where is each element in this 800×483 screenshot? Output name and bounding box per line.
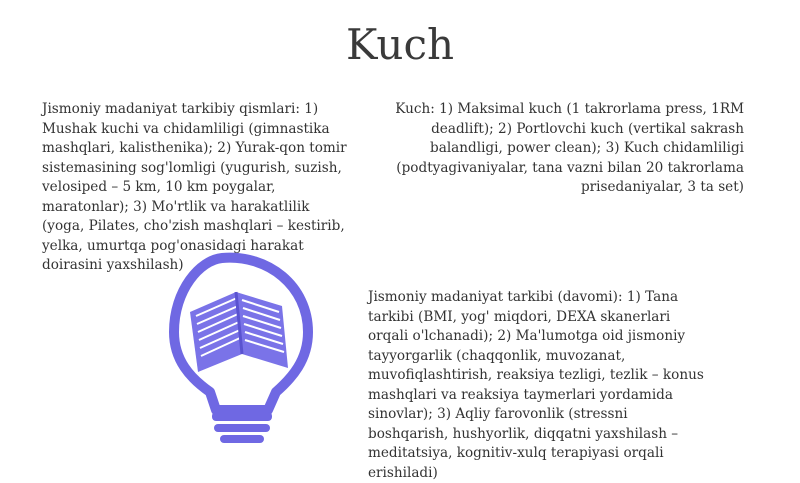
slide-title: Kuch [345, 20, 455, 69]
right-text-block: Kuch: 1) Maksimal kuch (1 takrorlama press, 1RM deadlift); 2) Portlovchi kuch (vertikal sakrash balandligi, power clean); 3) Kuch chidamliligi (podtyagivaniyalar, tana vazni bilan 20 takrorlama prisedaniyalar, 3 ta set) [395, 101, 744, 195]
bottom-text-block: Jismoniy madaniyat tarkibi (davomi): 1) Tana tarkibi (BMI, yog' miqdori, DEXA skanerlari orqali o'lchanadi); 2) Ma'lumotga oid jismoniy tayyorgarlik (chaqqonlik, muvozanat, muvofiqlashtirish, reaksiya tezligi, tezlik – konus mashqlari va reaksiya taymerlari yordamida sinovlar); 3) Aqliy farovonlik (stressni boshqarish, hushyorlik, diqqatni yaxshilash – meditatsiya, kognitiv-xulq terapiyasi orqali erishiladi) [368, 289, 704, 481]
left-text-block: Jismoniy madaniyat tarkibiy qismlari: 1) Mushak kuchi va chidamliligi (gimnastika mashqlari, kalisthenika); 2) Yurak-qon tomir sistemasining sog'lomligi (yugurish, suzish, velosiped – 5 km, 10 km poygalar, maratonlar); 3) Mo'rtlik va harakatlilik (yoga, Pilates, cho'zish mashqlari – kestirib, yelka, umurtqa pog'onasidagi harakat doirasini yaxshilash) [42, 101, 347, 273]
lightbulb-book-icon [150, 250, 315, 449]
